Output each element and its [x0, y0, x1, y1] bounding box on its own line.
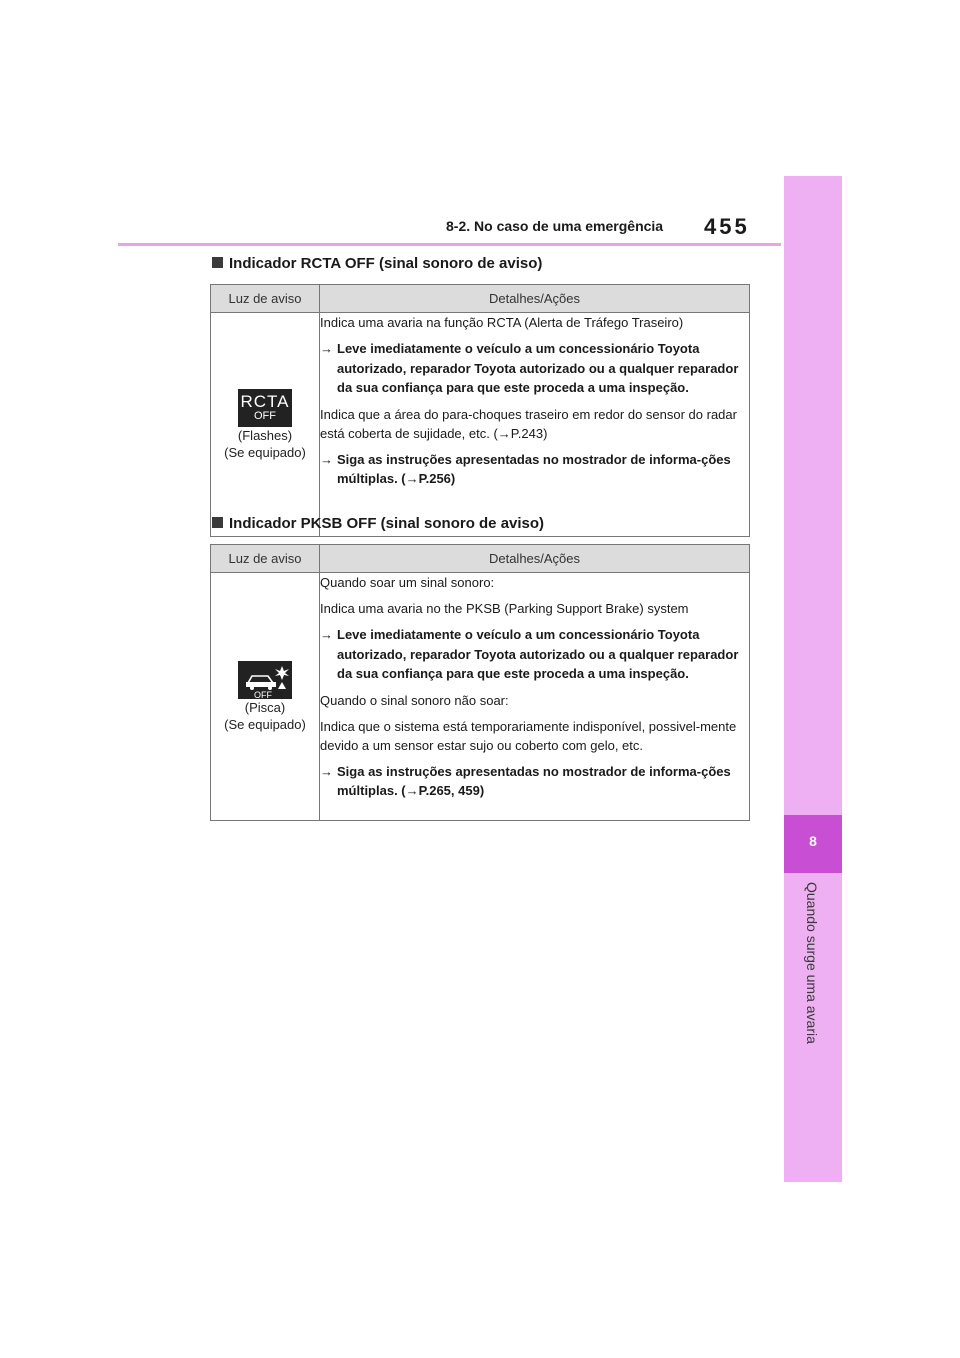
arrow-icon: → — [320, 627, 333, 642]
rcta-warning-table — [210, 284, 750, 537]
section-title-pksb — [212, 515, 544, 532]
chapter-number: 8 — [809, 833, 817, 849]
column-header: Luz de aviso — [211, 545, 320, 573]
page-header-section: 8-2. No caso de uma emergência — [446, 218, 664, 234]
column-header: Luz de aviso — [211, 285, 320, 313]
section-title-rcta — [212, 255, 542, 272]
action-item: → Leve imediatamente o veículo a um concessionário Toyota autorizado, reparador Toyota autorizado ou a qualquer reparador da sua confiança para que este proceda a uma inspeção. — [320, 341, 739, 395]
section-title-text: Indicador PKSB OFF (sinal sonoro de aviso) — [229, 515, 545, 532]
chapter-tab-label[interactable]: Quando surge uma avaria — [804, 882, 820, 1044]
detail-text: Indica uma avaria na função RCTA (Alerta de Tráfego Traseiro) — [320, 315, 684, 330]
detail-text: Indica uma avaria no the PKSB (Parking Support Brake) system — [320, 601, 689, 616]
column-header: Detalhes/Ações — [320, 285, 750, 313]
warning-light-cell — [211, 573, 320, 821]
action-item: → Siga as instruções apresentadas no mostrador de informa-ções múltiplas. (→P.256) — [320, 451, 731, 486]
rcta-off-icon — [238, 389, 292, 427]
header-rule — [118, 243, 781, 246]
details-cell — [320, 573, 750, 821]
page-number: 455 — [704, 214, 750, 239]
pksb-off-icon — [238, 661, 292, 699]
arrow-icon: → — [320, 763, 333, 779]
icon-caption: (Se equipado) — [224, 716, 306, 732]
rcta-icon-text: RCTA — [240, 391, 290, 411]
detail-text: Quando soar um sinal sonoro: — [320, 575, 495, 590]
action-item: → Siga as instruções apresentadas no mostrador de informa-ções múltiplas. (→P.265, 459) — [320, 763, 731, 798]
arrow-icon: → — [320, 451, 333, 467]
arrow-icon: → — [320, 341, 333, 356]
detail-text: Quando o sinal sonoro não soar: — [320, 692, 509, 708]
detail-text: Indica que o sistema está temporariamente indisponível, possivel-mente devido a um sensor estar sujo ou coberto com gelo, etc. — [320, 718, 737, 753]
chapter-number-box[interactable] — [784, 815, 842, 873]
pksb-icon-off-text: OFF — [254, 689, 272, 700]
icon-caption: (Se equipado) — [224, 444, 306, 460]
icon-caption: (Pisca) — [244, 699, 286, 715]
column-header: Detalhes/Ações — [320, 545, 750, 573]
rcta-icon-off-text: OFF — [254, 409, 276, 422]
square-bullet-icon — [212, 257, 223, 268]
warning-light-cell — [211, 313, 320, 537]
icon-caption: (Flashes) — [237, 427, 293, 443]
details-cell — [320, 313, 750, 537]
section-title-text: Indicador RCTA OFF (sinal sonoro de aviso) — [229, 255, 543, 272]
square-bullet-icon — [212, 517, 223, 528]
action-item: → Leve imediatamente o veículo a um concessionário Toyota autorizado, reparador Toyota autorizado ou a qualquer reparador da sua confiança para que este proceda a uma inspeção. — [320, 627, 739, 681]
detail-text: Indica que a área do para-choques traseiro em redor do sensor do radar está coberta de sujidade, etc. (→P.243) — [320, 406, 737, 441]
pksb-warning-table — [210, 544, 750, 821]
